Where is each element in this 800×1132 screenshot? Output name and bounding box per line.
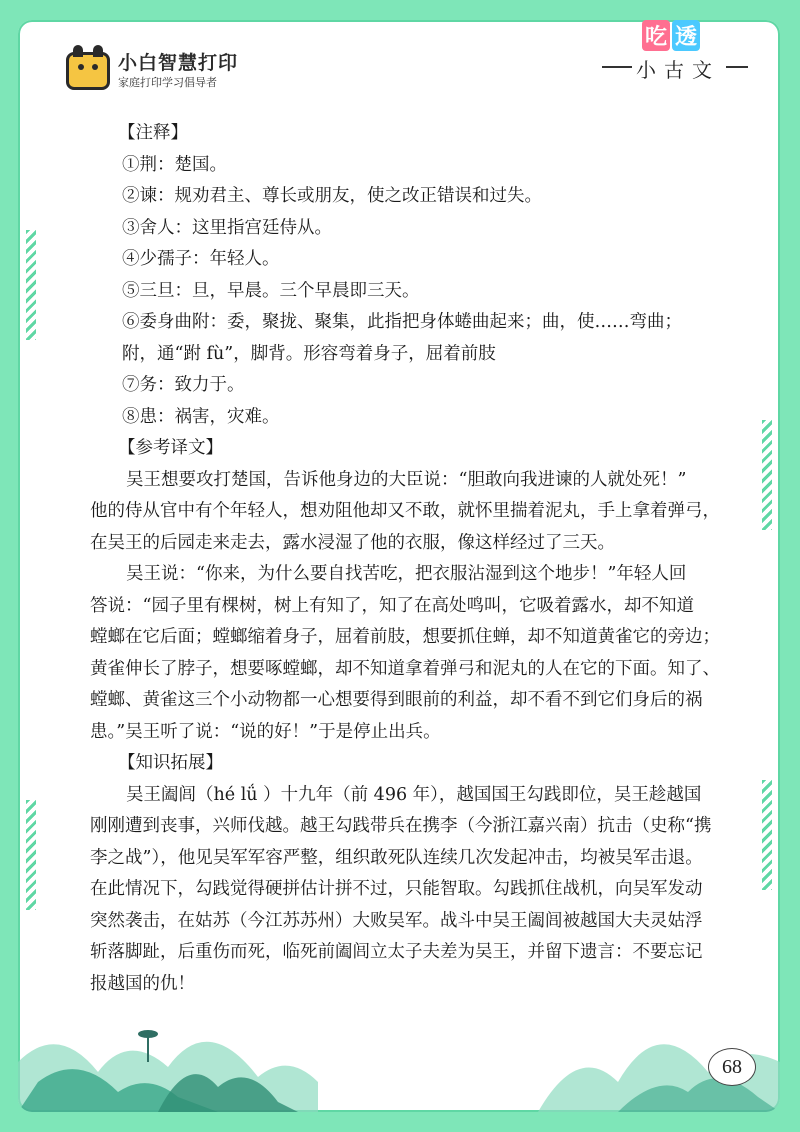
dog-logo-icon xyxy=(66,52,110,90)
translation-paragraph-1 xyxy=(90,465,744,560)
note-item: ⑦务：致力于。 xyxy=(122,375,245,395)
extension-paragraph xyxy=(90,780,744,1001)
series-logo xyxy=(602,20,752,90)
stripe-decoration xyxy=(26,230,36,340)
text-line: 斩落脚趾，后重伤而死，临死前阖闾立太子夫差为吴王，并留下遗言：不要忘记 xyxy=(90,942,703,962)
series-char-2: 透 xyxy=(672,20,700,51)
mountain-decoration xyxy=(18,992,780,1112)
note-item: ①荆：楚国。 xyxy=(122,154,227,175)
brand-title: 小白智慧打印 xyxy=(118,52,239,74)
note-item: 附，通“跗 fù”，脚背。形容弯着身子，屈着前肢 xyxy=(122,343,496,364)
notes-list xyxy=(104,150,744,434)
divider xyxy=(726,66,748,68)
note-item: ③舍人：这里指宫廷侍从。 xyxy=(122,217,332,238)
text-line: 李之战”），他见吴军军容严整，组织敢死队连续几次发起冲击，均被吴军击退。 xyxy=(90,847,703,868)
note-item: ④少孺子：年轻人。 xyxy=(122,249,280,269)
page-number: 68 xyxy=(708,1048,756,1086)
extension-heading: 【知识拓展】 xyxy=(118,753,223,773)
stripe-decoration xyxy=(762,420,772,530)
series-char-1: 吃 xyxy=(642,20,670,51)
text-line: 吴王阖闾（hé lǘ ）十九年（前 496 年），越国国王勾践即位，吴王趁越国 xyxy=(126,784,702,805)
divider xyxy=(602,66,632,68)
notes-heading: 【注释】 xyxy=(118,123,188,143)
text-line: 吴王说：“你来，为什么要自找苦吃，把衣服沾湿到这个地步！”年轻人回 xyxy=(126,564,687,584)
text-line: 螳螂、黄雀这三个小动物都一心想要得到眼前的利益，却不看不到它们身后的祸 xyxy=(90,690,703,710)
text-line: 在吴王的后园走来走去，露水浸湿了他的衣服，像这样经过了三天。 xyxy=(90,532,615,553)
text-line: 答说：“园子里有棵树，树上有知了，知了在高处鸣叫，它吸着露水，却不知道 xyxy=(90,595,694,616)
article-body xyxy=(90,118,744,1000)
translation-paragraph-2 xyxy=(90,559,744,748)
page xyxy=(18,20,780,1112)
text-line: 刚刚遭到丧事，兴师伐越。越王勾践带兵在携李（今浙江嘉兴南）抗击（史称“携 xyxy=(90,816,712,836)
stripe-decoration xyxy=(26,800,36,910)
note-item: ⑤三旦：旦，早晨。三个早晨即三天。 xyxy=(122,280,420,301)
text-line: 在此情况下，勾践觉得硬拼估计拼不过，只能智取。勾践抓住战机，向吴军发动 xyxy=(90,879,703,899)
series-title: 小古文 xyxy=(636,58,720,82)
note-item: ⑧患：祸害，灾难。 xyxy=(122,406,280,427)
note-item: ②谏：规劝君主、尊长或朋友，使之改正错误和过失。 xyxy=(122,186,542,206)
text-line: 螳螂在它后面；螳螂缩着身子，屈着前肢，想要抓住蝉，却不知道黄雀它的旁边； xyxy=(90,627,720,647)
text-line: 突然袭击，在姑苏（今江苏苏州）大败吴军。战斗中吴王阖闾被越国大夫灵姑浮 xyxy=(90,910,703,931)
text-line: 吴王想要攻打楚国，告诉他身边的大臣说：“胆敢向我进谏的人就处死！” xyxy=(126,469,687,490)
translation-heading: 【参考译文】 xyxy=(118,438,223,458)
text-line: 他的侍从官中有个年轻人，想劝阻他却又不敢，就怀里揣着泥丸，手上拿着弹弓， xyxy=(90,501,720,521)
text-line: 黄雀伸长了脖子，想要啄螳螂，却不知道拿着弹弓和泥丸的人在它的下面。知了、 xyxy=(90,658,720,679)
brand-subtitle: 家庭打印学习倡导者 xyxy=(118,76,217,89)
text-line: 报越国的仇！ xyxy=(90,973,195,994)
note-item: ⑥委身曲附：委，聚拢、聚集，此指把身体蜷曲起来；曲，使……弯曲； xyxy=(122,312,682,332)
text-line: 患。”吴王听了说：“说的好！”于是停止出兵。 xyxy=(90,721,441,742)
stripe-decoration xyxy=(762,780,772,890)
